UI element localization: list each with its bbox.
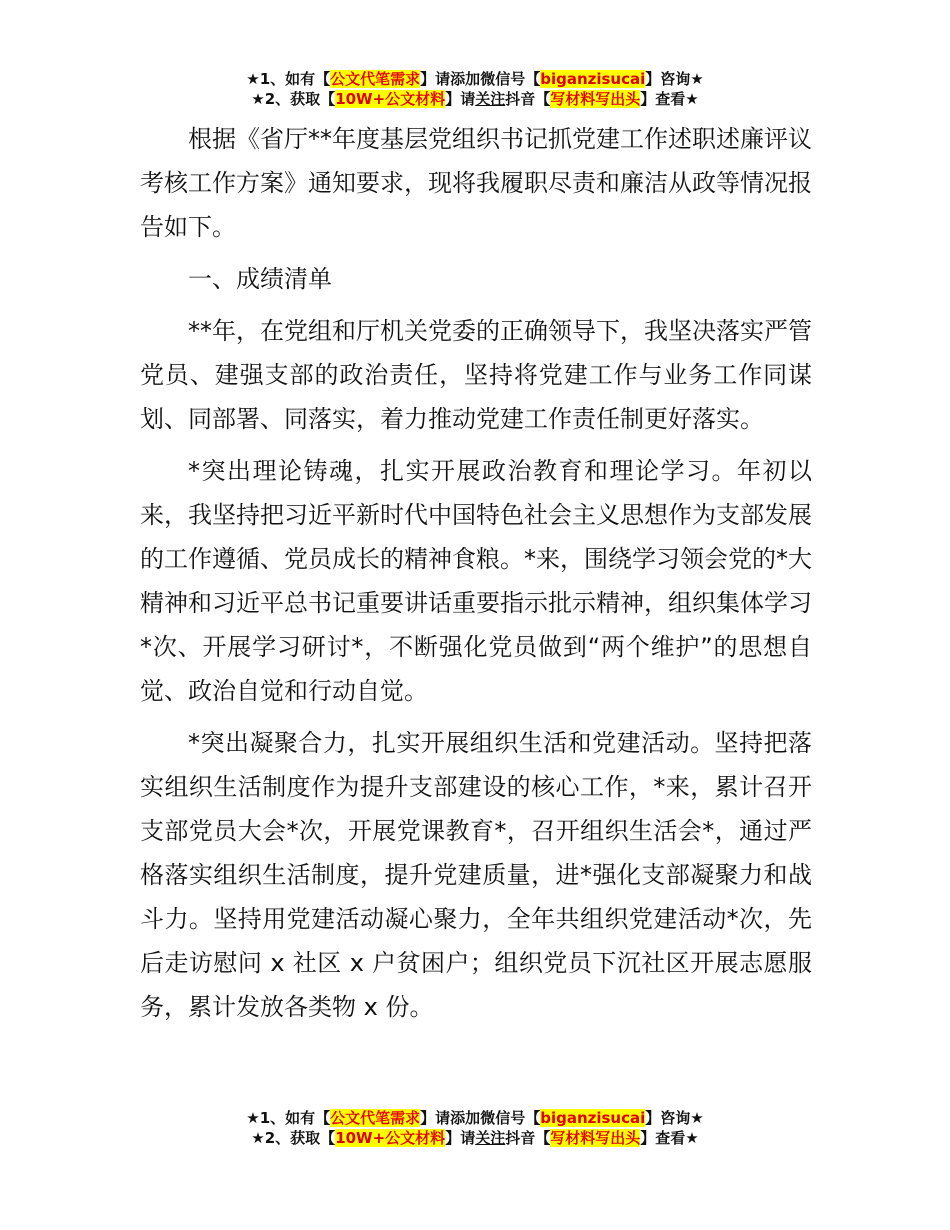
highlight-materials: 10W+公文材料 bbox=[335, 1129, 446, 1147]
body-paragraph-1: **年，在党组和厅机关党委的正确领导下，我坚决落实严管党员、建强支部的政治责任，坚持将党建工作与业务工作同谋划、同部署、同落实，着力推动党建工作责任制更好落实。 bbox=[140, 317, 812, 433]
highlight-service: 公文代笔需求 bbox=[330, 1109, 421, 1127]
footer-notice bbox=[0, 1108, 950, 1148]
document-body bbox=[140, 117, 812, 1037]
footer-notice-line-1: ★1、如有【公文代笔需求】请添加微信号【biganzisucai】咨询★ bbox=[246, 1109, 704, 1127]
intro-paragraph: 根据《省厅**年度基层党组织书记抓党建工作述职述廉评议考核工作方案》通知要求，现将我履职尽责和廉洁从政等情况报告如下。 bbox=[140, 125, 812, 241]
highlight-wechat-id: biganzisucai bbox=[540, 70, 646, 88]
header-notice bbox=[0, 69, 950, 109]
highlight-service: 公文代笔需求 bbox=[330, 70, 421, 88]
body-paragraph-2: *突出理论铸魂，扎实开展政治教育和理论学习。年初以来，我坚持把习近平新时代中国特色社会主义思想作为支部发展的工作遵循、党员成长的精神食粮。*来，围绕学习领会党的*大精神和习近平总书记重要讲话重要指示批示精神，组织集体学习*次、开展学习研讨*，不断强化党员做到“两个维护”的思想自觉、政治自觉和行动自觉。 bbox=[140, 457, 812, 705]
notice-line-1: ★1、如有【公文代笔需求】请添加微信号【biganzisucai】咨询★ bbox=[246, 70, 704, 88]
highlight-wechat-id: biganzisucai bbox=[540, 1109, 646, 1127]
body-paragraph-3: *突出凝聚合力，扎实开展组织生活和党建活动。坚持把落实组织生活制度作为提升支部建设的核心工作，*来，累计召开支部党员大会*次，开展党课教育*，召开组织生活会*，通过严格落实组织生活制度，提升党建质量，进*强化支部凝聚力和战斗力。坚持用党建活动凝心聚力，全年共组织党建活动*次，先后走访慰问 x 社区 x 户贫困户；组织党员下沉社区开展志愿服务，累计发放各类物 x 份。 bbox=[140, 729, 812, 1021]
highlight-douyin: 写材料写出头 bbox=[550, 90, 641, 108]
section-heading: 一、成绩清单 bbox=[188, 265, 332, 293]
footer-notice-line-2: ★2、获取【10W+公文材料】请关注抖音【写材料写出头】查看★ bbox=[251, 1129, 699, 1147]
highlight-materials: 10W+公文材料 bbox=[335, 90, 446, 108]
notice-line-2: ★2、获取【10W+公文材料】请关注抖音【写材料写出头】查看★ bbox=[251, 90, 699, 108]
highlight-douyin: 写材料写出头 bbox=[550, 1129, 641, 1147]
